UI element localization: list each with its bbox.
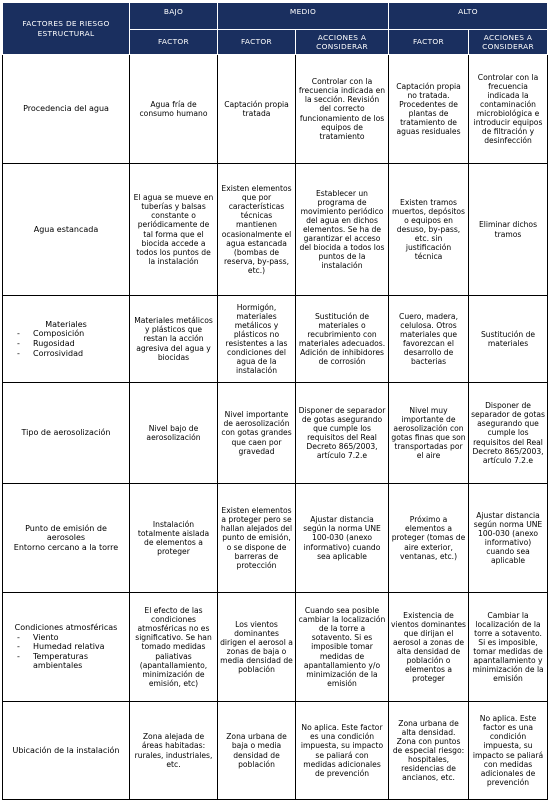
cell-medio-acciones: No aplica. Este factor es una condición impuesta, su impacto se paliará con medidas adicionales de prevención <box>296 702 389 800</box>
cell-bajo-factor: Instalación totalmente aislada de elementos a proteger <box>130 484 218 593</box>
cell-alto-factor: Próximo a elementos a proteger (tomas de aire exterior, ventanas, etc.) <box>389 484 469 593</box>
header-sub-factor: FACTOR <box>130 30 218 55</box>
header-sub-factor: FACTOR <box>389 30 469 55</box>
cell-alto-acciones: Controlar con la frecuencia indicada la contaminación microbiológica e introducir equipos de filtración y desinfección <box>469 55 548 164</box>
row-subitems <box>5 633 127 671</box>
cell-medio-factor: Nivel importante de aerosolización con gotas grandes que caen por gravedad <box>218 383 296 484</box>
row-header <box>3 383 130 484</box>
cell-medio-factor: Zona urbana de baja o media densidad de población <box>218 702 296 800</box>
cell-medio-acciones: Sustitución de materiales o recubrimiento con materiales adecuados. Adición de inhibidores de corrosión <box>296 296 389 383</box>
cell-medio-acciones: Controlar con la frecuencia indicada en la sección. Revisión del correcto funcionamiento de los equipos de tratamiento <box>296 55 389 164</box>
cell-medio-factor: Existen elementos a proteger pero se hallan alejados del punto de emisión, o se dispone de barreras de protección <box>218 484 296 593</box>
cell-bajo-factor: Zona alejada de áreas habitadas: rurales, industriales, etc. <box>130 702 218 800</box>
row-subitem: - Composición <box>11 329 127 339</box>
cell-medio-acciones: Cuando sea posible cambiar la localización de la torre a sotavento. Si es imposible tomar medidas de apantallamiento y/o minimización de la emisión <box>296 593 389 702</box>
row-header <box>3 164 130 296</box>
table-row <box>3 296 548 383</box>
cell-medio-acciones: Ajustar distancia según la norma UNE 100-030 (anexo informativo) cuando sea aplicable <box>296 484 389 593</box>
row-title: Condiciones atmosféricas <box>14 623 118 633</box>
header-corner <box>3 3 130 55</box>
cell-alto-acciones: No aplica. Este factor es una condición impuesta, su impacto se paliará con medidas adicionales de prevención <box>469 702 548 800</box>
row-title: Tipo de aerosolización <box>21 428 111 438</box>
row-subitems <box>5 329 127 358</box>
header-corner-line2: ESTRUCTURAL <box>37 28 95 38</box>
table-row <box>3 484 548 593</box>
row-header <box>3 55 130 164</box>
row-extra: Entorno cercano a la torre <box>13 542 119 552</box>
cell-alto-factor: Existen tramos muertos, depósitos o equipos en desuso, by-pass, etc. sin justificación técnica <box>389 164 469 296</box>
cell-medio-factor: Los vientos dominantes dirigen el aerosol a zonas de baja o media densidad de población <box>218 593 296 702</box>
cell-alto-factor: Cuero, madera, celulosa. Otros materiales que favorezcan el desarrollo de bacterias <box>389 296 469 383</box>
table-row <box>3 164 548 296</box>
cell-medio-acciones: Disponer de separador de gotas asegurando que cumple los requisitos del Real Decreto 865/2003, artículo 7.2.e <box>296 383 389 484</box>
cell-bajo-factor: El agua se mueve en tuberías y balsas constante o periódicamente de tal forma que el biocida accede a todos los puntos de la instalación <box>130 164 218 296</box>
row-title: Ubicación de la instalación <box>12 745 120 755</box>
table-row <box>3 593 548 702</box>
row-header <box>3 296 130 383</box>
row-subitem: - Humedad relativa <box>11 642 127 652</box>
cell-medio-factor: Hormigón, materiales metálicos y plásticos no resistentes a las condiciones del agua de la instalación <box>218 296 296 383</box>
cell-alto-factor: Existencia de vientos dominantes que dirijan el aerosol a zonas de alta densidad de población o elementos a proteger <box>389 593 469 702</box>
cell-bajo-factor: Agua fría de consumo humano <box>130 55 218 164</box>
table-row <box>3 702 548 800</box>
cell-alto-factor: Nivel muy importante de aerosolización con gotas finas que son transportadas por el aire <box>389 383 469 484</box>
cell-alto-acciones: Eliminar dichos tramos <box>469 164 548 296</box>
cell-alto-acciones: Ajustar distancia según norma UNE 100-030 (anexo informativo) cuando sea aplicable <box>469 484 548 593</box>
row-title: Punto de emisión de aerosoles <box>25 523 107 543</box>
risk-factors-table <box>2 2 548 800</box>
cell-bajo-factor: El efecto de las condiciones atmosféricas no es significativo. Se han tomado medidas paliativas (apantallamiento, minimización de emisión, etc) <box>130 593 218 702</box>
cell-alto-acciones: Sustitución de materiales <box>469 296 548 383</box>
cell-bajo-factor: Materiales metálicos y plásticos que restan la acción agresiva del agua y biocidas <box>130 296 218 383</box>
row-subitem: - Temperaturas ambientales <box>11 652 127 671</box>
cell-alto-acciones: Disponer de separador de gotas asegurando que cumple los requisitos del Real Decreto 865/2003, artículo 7.2.e <box>469 383 548 484</box>
header-corner-line1: FACTORES DE RIESGO <box>22 19 110 29</box>
cell-alto-factor: Captación propia no tratada. Procedentes de plantas de tratamiento de aguas residuales <box>389 55 469 164</box>
row-subitem: - Viento <box>11 633 127 643</box>
header-sub-acciones: ACCIONES A CONSIDERAR <box>296 30 389 55</box>
header-group-medio: MEDIO <box>218 3 389 30</box>
header-group-alto: ALTO <box>389 3 548 30</box>
cell-alto-acciones: Cambiar la localización de la torre a sotavento. Si es imposible, tomar medidas de apantallamiento y minimización de la emisión <box>469 593 548 702</box>
cell-medio-factor: Captación propia tratada <box>218 55 296 164</box>
row-header <box>3 702 130 800</box>
row-title: Materiales <box>45 319 87 329</box>
table-row <box>3 55 548 164</box>
row-subitem: - Corrosividad <box>11 349 127 359</box>
row-header <box>3 484 130 593</box>
cell-medio-acciones: Establecer un programa de movimiento periódico del agua en dichos elementos. Se ha de garantizar el acceso del biocida a todos los puntos de la instalación <box>296 164 389 296</box>
cell-medio-factor: Existen elementos que por características técnicas mantienen ocasionalmente el agua estancada (bombas de reserva, by-pass, etc.) <box>218 164 296 296</box>
header-sub-factor: FACTOR <box>218 30 296 55</box>
header-sub-acciones: ACCIONES A CONSIDERAR <box>469 30 548 55</box>
cell-alto-factor: Zona urbana de alta densidad. Zona con puntos de especial riesgo: hospitales, residencias de ancianos, etc. <box>389 702 469 800</box>
cell-bajo-factor: Nivel bajo de aerosolización <box>130 383 218 484</box>
row-title: Agua estancada <box>33 224 99 234</box>
table-row <box>3 383 548 484</box>
row-subitem: - Rugosidad <box>11 339 127 349</box>
row-header <box>3 593 130 702</box>
row-title: Procedencia del agua <box>23 104 109 114</box>
header-group-bajo: BAJO <box>130 3 218 30</box>
